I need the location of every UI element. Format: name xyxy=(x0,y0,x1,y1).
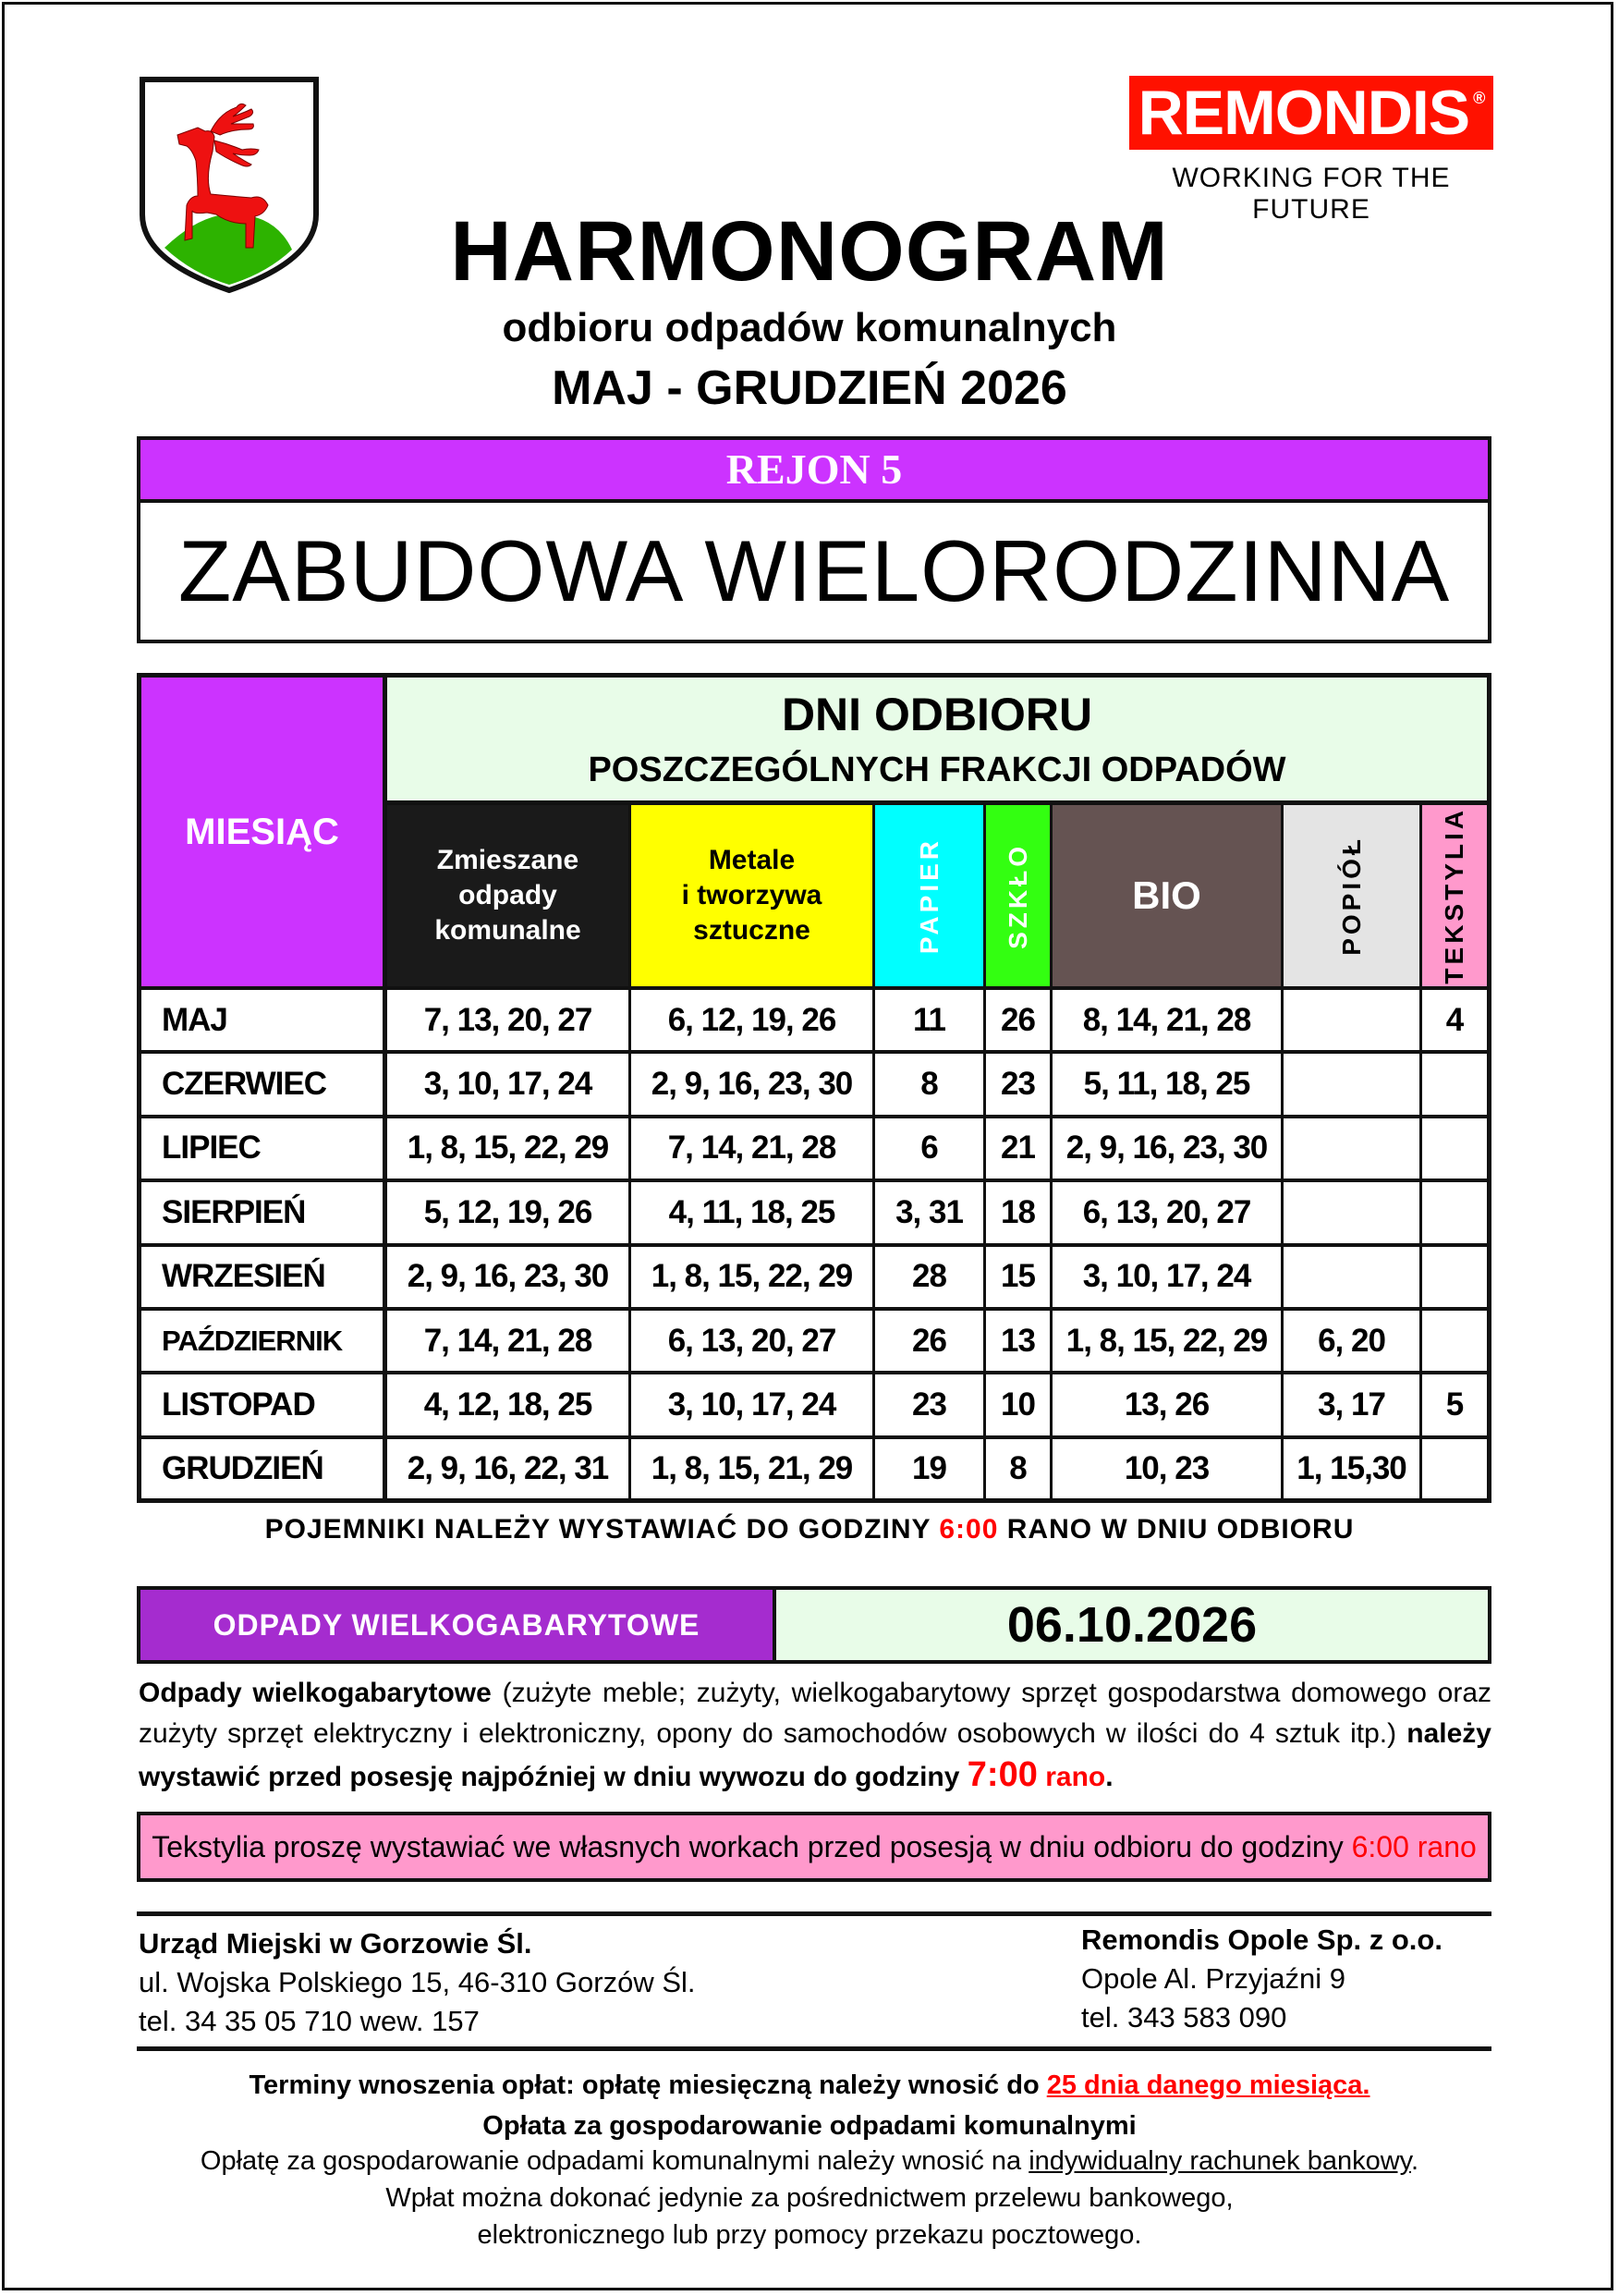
table-row xyxy=(141,1307,1487,1371)
day-cell xyxy=(1284,1118,1422,1179)
remondis-logo xyxy=(1129,76,1493,150)
month-cell: CZERWIEC xyxy=(141,1054,387,1114)
divider xyxy=(137,2046,1491,2051)
region-label: REJON 5 xyxy=(140,440,1488,503)
bulky-waste-date: 06.10.2026 xyxy=(776,1590,1488,1660)
day-cell: 13, 26 xyxy=(1053,1374,1284,1435)
day-cell: 4 xyxy=(1445,1001,1464,1038)
day-cell: 3, 10, 17, 24 xyxy=(1053,1247,1284,1307)
column-header-line: i tworzywa xyxy=(681,880,822,910)
column-header-label: TEKSTYLIA xyxy=(1440,807,1468,984)
month-cell: LISTOPAD xyxy=(141,1374,387,1435)
column-header-line: odpady xyxy=(458,880,557,910)
registered-mark: ® xyxy=(1473,89,1485,107)
region-box xyxy=(137,436,1491,643)
bank-account-link: indywidualny rachunek bankowy xyxy=(1029,2146,1411,2176)
day-cell xyxy=(1284,990,1422,1050)
day-cell: 13 xyxy=(986,1311,1053,1371)
day-cell: 1, 15,30 xyxy=(1284,1439,1422,1499)
page-subtitle: odbioru odpadów komunalnych xyxy=(502,305,1117,350)
city-office-phone: tel. 34 35 05 710 wew. 157 xyxy=(139,2005,480,2037)
desc-bold: Odpady wielkogabarytowe xyxy=(139,1678,492,1708)
month-cell: MAJ xyxy=(141,990,387,1050)
collection-days-subtitle: POSZCZEGÓLNYCH FRAKCJI ODPADÓW xyxy=(588,751,1286,789)
bin-notice-time: 6:00 xyxy=(939,1514,999,1545)
divider xyxy=(137,1911,1491,1916)
day-cell: 19 xyxy=(875,1439,986,1499)
remondis-tagline: WORKING FOR THE FUTURE xyxy=(1172,163,1451,225)
day-cell: 5, 11, 18, 25 xyxy=(1053,1054,1284,1114)
operator-address: Opole Al. Przyjaźni 9 xyxy=(1081,1962,1346,1995)
bin-notice-text-end: RANO W DNIU ODBIORU xyxy=(1006,1514,1355,1545)
desc-text: (zużyte meble; zużyty, wielkogabarytowy sprzęt gospodarstwa domowego oraz zużyty sprzęt elektryczny i elektroniczny, opony do samochodów osobowych w ilości do 4 sztuk itp.) xyxy=(139,1678,1492,1749)
desc-rano: rano xyxy=(1045,1762,1106,1792)
day-cell: 7, 14, 21, 28 xyxy=(631,1118,875,1179)
table-row xyxy=(141,1435,1487,1499)
fee-heading: Opłata za gospodarowanie odpadami komunalnymi xyxy=(482,2111,1137,2141)
day-cell: 8 xyxy=(875,1054,986,1114)
fee-deadline xyxy=(0,2070,1619,2101)
day-cell: 6, 12, 19, 26 xyxy=(631,990,875,1050)
day-cell xyxy=(1284,1247,1422,1307)
fee-line2: Wpłat można dokonać jedynie za pośrednictwem przelewu bankowego, xyxy=(385,2183,1234,2213)
column-header-label: SZKŁO xyxy=(1003,842,1032,949)
day-cell: 7, 13, 20, 27 xyxy=(387,990,631,1050)
column-header-bio xyxy=(1053,805,1284,986)
month-cell: GRUDZIEŃ xyxy=(141,1439,387,1499)
fee-deadline-highlight: 25 dnia danego miesiąca. xyxy=(1046,2070,1370,2100)
fee-deadline-text: Terminy wnoszenia opłat: opłatę miesięczną należy wnosić do xyxy=(249,2070,1040,2100)
column-header-label: POPIÓŁ xyxy=(1336,836,1366,956)
bin-notice xyxy=(0,1514,1619,1545)
column-header-line: Metale xyxy=(708,845,796,875)
day-cell: 2, 9, 16, 23, 30 xyxy=(1053,1118,1284,1179)
day-cell xyxy=(1422,1054,1487,1114)
textiles-note-text: Tekstylia proszę wystawiać we własnych workach przed posesją w dniu odbioru do godziny xyxy=(152,1829,1344,1863)
fee-line1-text: Opłatę za gospodarowanie odpadami komunalnymi należy wnosić na xyxy=(200,2146,1022,2176)
day-cell: 6, 13, 20, 27 xyxy=(631,1311,875,1371)
day-cell: 3, 10, 17, 24 xyxy=(631,1374,875,1435)
schedule-period: MAJ - GRUDZIEŃ 2026 xyxy=(552,361,1067,415)
operator-name: Remondis Opole Sp. z o.o. xyxy=(1081,1924,1442,1956)
day-cell: 23 xyxy=(875,1374,986,1435)
month-cell: WRZESIEŃ xyxy=(141,1247,387,1307)
table-row xyxy=(141,1050,1487,1114)
column-header-metale-i-tworzywa-sztuczne xyxy=(631,805,875,986)
fee-line1 xyxy=(0,2146,1619,2177)
day-cell: 21 xyxy=(986,1118,1053,1179)
day-cell xyxy=(1422,1311,1487,1371)
day-cell xyxy=(1422,1247,1487,1307)
bulky-waste-label: ODPADY WIELKOGABARYTOWE xyxy=(140,1590,776,1660)
table-row xyxy=(141,1179,1487,1242)
day-cell: 3, 10, 17, 24 xyxy=(387,1054,631,1114)
column-header-label: PAPIER xyxy=(914,837,943,955)
day-cell: 26 xyxy=(986,990,1053,1050)
schedule-table xyxy=(137,673,1491,1503)
table-row xyxy=(141,986,1487,1050)
day-cell xyxy=(1284,1182,1422,1242)
day-cell xyxy=(1422,1439,1487,1499)
month-cell: PAŹDZIERNIK xyxy=(141,1311,387,1371)
textiles-note-time: 6:00 rano xyxy=(1351,1829,1477,1863)
desc-bold2: należy wystawić przed posesję najpóźniej w dniu wywozu do godziny xyxy=(139,1718,1491,1792)
desc-time: 7:00 xyxy=(967,1755,1038,1794)
table-row xyxy=(141,1243,1487,1307)
operator-contact xyxy=(1081,1921,1442,2037)
column-header-tekstylia xyxy=(1422,805,1487,986)
day-cell: 6, 13, 20, 27 xyxy=(1053,1182,1284,1242)
day-cell xyxy=(1422,1182,1487,1242)
zone-name: ZABUDOWA WIELORODZINNA xyxy=(177,522,1451,619)
desc-end: . xyxy=(1105,1762,1114,1792)
bulky-waste-description xyxy=(139,1673,1491,1798)
day-cell: 8 xyxy=(986,1439,1053,1499)
day-cell: 7, 14, 21, 28 xyxy=(387,1311,631,1371)
table-row xyxy=(141,1371,1487,1435)
day-cell: 4, 11, 18, 25 xyxy=(631,1182,875,1242)
column-header-szkło xyxy=(986,805,1053,986)
day-cell xyxy=(1284,1054,1422,1114)
day-cell: 1, 8, 15, 22, 29 xyxy=(631,1247,875,1307)
day-cell: 4, 12, 18, 25 xyxy=(387,1374,631,1435)
day-cell xyxy=(1422,1118,1487,1179)
day-cell: 2, 9, 16, 23, 30 xyxy=(631,1054,875,1114)
day-cell: 15 xyxy=(986,1247,1053,1307)
day-cell: 10, 23 xyxy=(1053,1439,1284,1499)
column-header-papier xyxy=(875,805,986,986)
day-cell: 2, 9, 16, 22, 31 xyxy=(387,1439,631,1499)
day-cell: 8, 14, 21, 28 xyxy=(1053,990,1284,1050)
day-cell: 26 xyxy=(875,1311,986,1371)
collection-days-header xyxy=(387,678,1487,805)
day-cell: 3, 17 xyxy=(1284,1374,1422,1435)
textiles-note xyxy=(137,1812,1491,1882)
day-cell: 11 xyxy=(875,990,986,1050)
table-row xyxy=(141,1115,1487,1179)
page-title: HARMONOGRAM xyxy=(450,204,1169,299)
day-cell: 28 xyxy=(875,1247,986,1307)
day-cell: 10 xyxy=(986,1374,1053,1435)
fee-line3: elektronicznego lub przy pomocy przekazu pocztowego. xyxy=(477,2220,1142,2250)
collection-days-title: DNI ODBIORU xyxy=(781,689,1093,740)
day-cell: 18 xyxy=(986,1182,1053,1242)
column-header-label: BIO xyxy=(1132,873,1201,917)
bin-notice-text: POJEMNIKI NALEŻY WYSTAWIAĆ DO GODZINY xyxy=(264,1514,931,1545)
remondis-wordmark: REMONDIS xyxy=(1138,78,1470,148)
day-cell: 23 xyxy=(986,1054,1053,1114)
city-office-name: Urząd Miejski w Gorzowie Śl. xyxy=(139,1927,532,1960)
column-header-zmieszane-odpady-komunalne xyxy=(387,805,631,986)
month-cell: SIERPIEŃ xyxy=(141,1182,387,1242)
column-header-line: sztuczne xyxy=(693,915,810,946)
column-header-line: komunalne xyxy=(434,915,581,946)
day-cell: 6 xyxy=(875,1118,986,1179)
month-cell: LIPIEC xyxy=(141,1118,387,1179)
day-cell: 1, 8, 15, 22, 29 xyxy=(1053,1311,1284,1371)
month-column-header: MIESIĄC xyxy=(141,678,387,986)
operator-phone: tel. 343 583 090 xyxy=(1081,2001,1287,2033)
day-cell: 1, 8, 15, 22, 29 xyxy=(387,1118,631,1179)
city-office-contact xyxy=(139,1924,696,2041)
fee-line1-end: . xyxy=(1411,2146,1419,2176)
day-cell: 5 xyxy=(1445,1386,1464,1423)
day-cell: 5, 12, 19, 26 xyxy=(387,1182,631,1242)
day-cell: 1, 8, 15, 21, 29 xyxy=(631,1439,875,1499)
column-header-popiół xyxy=(1284,805,1422,986)
day-cell: 2, 9, 16, 23, 30 xyxy=(387,1247,631,1307)
day-cell: 6, 20 xyxy=(1284,1311,1422,1371)
column-header-line: Zmieszane xyxy=(436,845,579,875)
city-office-address: ul. Wojska Polskiego 15, 46-310 Gorzów Śl. xyxy=(139,1966,696,1998)
day-cell: 3, 31 xyxy=(875,1182,986,1242)
bulky-waste-box xyxy=(137,1586,1491,1664)
